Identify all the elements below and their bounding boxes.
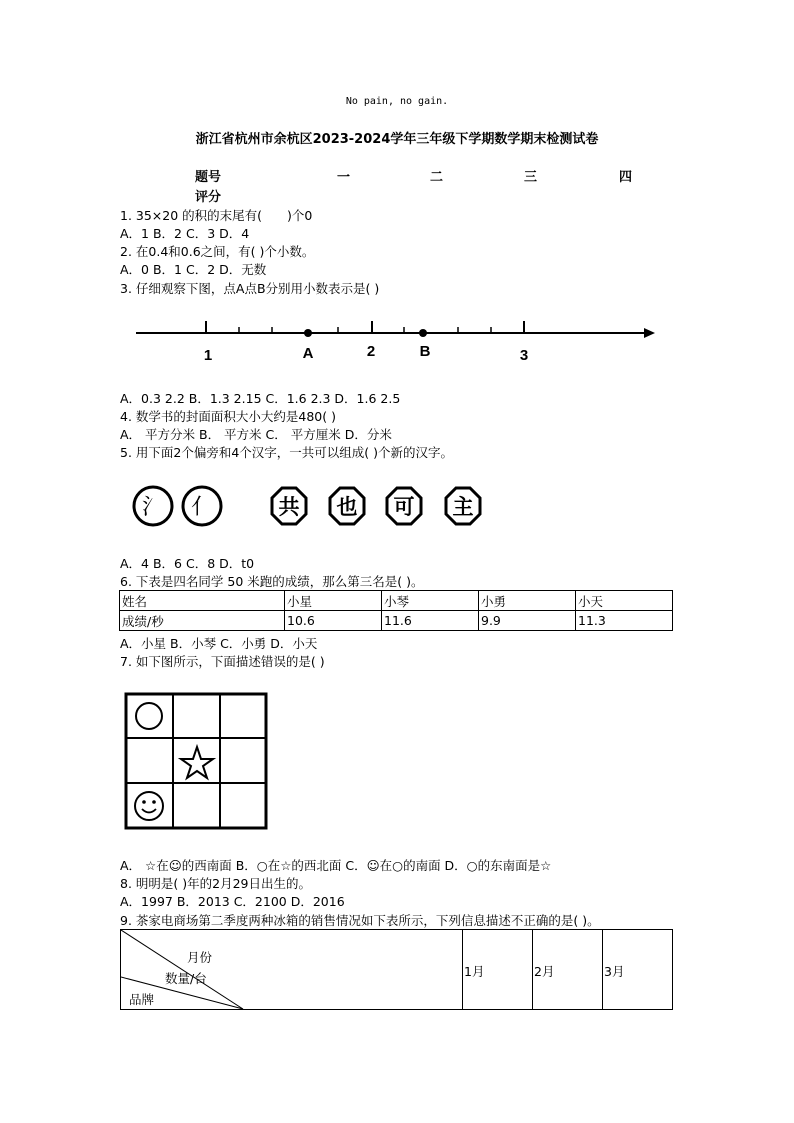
character-1: 共	[278, 495, 300, 519]
character-4: 主	[452, 495, 474, 519]
number-line-label-1: 1	[203, 347, 213, 364]
question-3-options: A．0.3 2.2 B．1.3 2.15 C．1.6 2.3 D．1.6 2.5	[120, 391, 401, 406]
q6-score-table	[119, 590, 673, 631]
question-6: 6. 下表是四名同学 50 米跑的成绩，那么第三名是( )。	[120, 574, 424, 589]
star-symbol	[181, 747, 213, 778]
character-3: 可	[393, 495, 415, 519]
radical-2: 亻	[190, 495, 214, 520]
month-label: 1月	[464, 964, 485, 979]
table-cell: 小琴	[382, 591, 479, 611]
question-7: 7. 如下图所示，下面描述错误的是( )	[120, 654, 325, 669]
diag-label-brand: 品牌	[129, 992, 155, 1007]
question-4: 4. 数学书的封面面积大小大约是480( )	[120, 409, 336, 424]
diag-label-month: 月份	[187, 950, 213, 965]
table-cell: 小星	[285, 591, 382, 611]
month-cell	[462, 930, 533, 1009]
character-2: 也	[336, 495, 358, 519]
question-6-options: A．小星 B．小琴 C．小勇 D．小天	[120, 636, 318, 651]
table-cell: 小天	[576, 591, 673, 611]
month-cell	[532, 930, 603, 1009]
question-5: 5. 用下面2个偏旁和4个汉字，一共可以组成( )个新的汉字。	[120, 445, 454, 460]
table-cell: 小勇	[479, 591, 576, 611]
question-8: 8. 明明是( )年的2月29日出生的。	[120, 876, 311, 891]
score-header-label: 题号	[195, 170, 222, 185]
question-2: 2. 在0.4和0.6之间，有( )个小数。	[120, 244, 315, 259]
table-cell: 11.3	[576, 611, 673, 631]
diag-label-quantity: 数量/台	[165, 971, 207, 986]
grid-figure	[124, 692, 270, 832]
question-1-options: A．1 B．2 C．3 D．4	[120, 226, 250, 241]
q9-sales-table	[120, 929, 673, 1010]
number-line-label-2: 2	[366, 343, 376, 360]
table-cell: 姓名	[120, 591, 285, 611]
radical-1: 氵	[141, 495, 165, 520]
month-label: 2月	[534, 964, 555, 979]
smiley-symbol	[135, 792, 163, 820]
question-5-options: A．4 B．6 C．8 D．t0	[120, 556, 255, 571]
radicals-characters-figure	[132, 482, 492, 532]
exam-title: 浙江省杭州市余杭区2023-2024学年三年级下学期数学期末检测试卷	[195, 132, 599, 147]
month-label: 3月	[604, 964, 625, 979]
table-cell: 成绩/秒	[120, 611, 285, 631]
score-header-col-2: 二	[430, 170, 444, 185]
number-line-label-3: 3	[519, 347, 529, 364]
diagonal-header-cell	[121, 930, 463, 1009]
motto: No pain, no gain.	[345, 96, 449, 107]
score-header-col-4: 四	[619, 170, 633, 185]
score-row-label: 评分	[195, 190, 222, 205]
question-7-options: A． ☆在☺的西南面 B．○在☆的西北面 C．☺在○的南面 D．○的东南面是☆	[120, 858, 552, 873]
score-header-col-1: 一	[337, 170, 351, 185]
question-8-options: A．1997 B．2013 C．2100 D．2016	[120, 894, 345, 909]
question-9: 9. 茶家电商场第二季度两种冰箱的销售情况如下表所示，下列信息描述不正确的是( )。	[120, 913, 600, 928]
number-line-label-a: A	[302, 345, 314, 362]
month-cell	[602, 930, 672, 1009]
table-row	[120, 611, 673, 631]
number-line-figure	[128, 312, 663, 372]
question-4-options: A． 平方分米 B． 平方米 C． 平方厘米 D．分米	[120, 427, 392, 442]
table-cell: 10.6	[285, 611, 382, 631]
table-cell: 11.6	[382, 611, 479, 631]
number-line-label-b: B	[419, 343, 431, 360]
question-3: 3. 仔细观察下图，点A点B分别用小数表示是( )	[120, 281, 380, 296]
question-1: 1. 35×20 的积的末尾有( )个0	[120, 208, 313, 223]
table-cell: 9.9	[479, 611, 576, 631]
question-2-options: A．0 B．1 C．2 D．无数	[120, 262, 267, 277]
score-header-col-3: 三	[524, 170, 538, 185]
circle-symbol	[136, 703, 162, 729]
table-row	[120, 591, 673, 611]
